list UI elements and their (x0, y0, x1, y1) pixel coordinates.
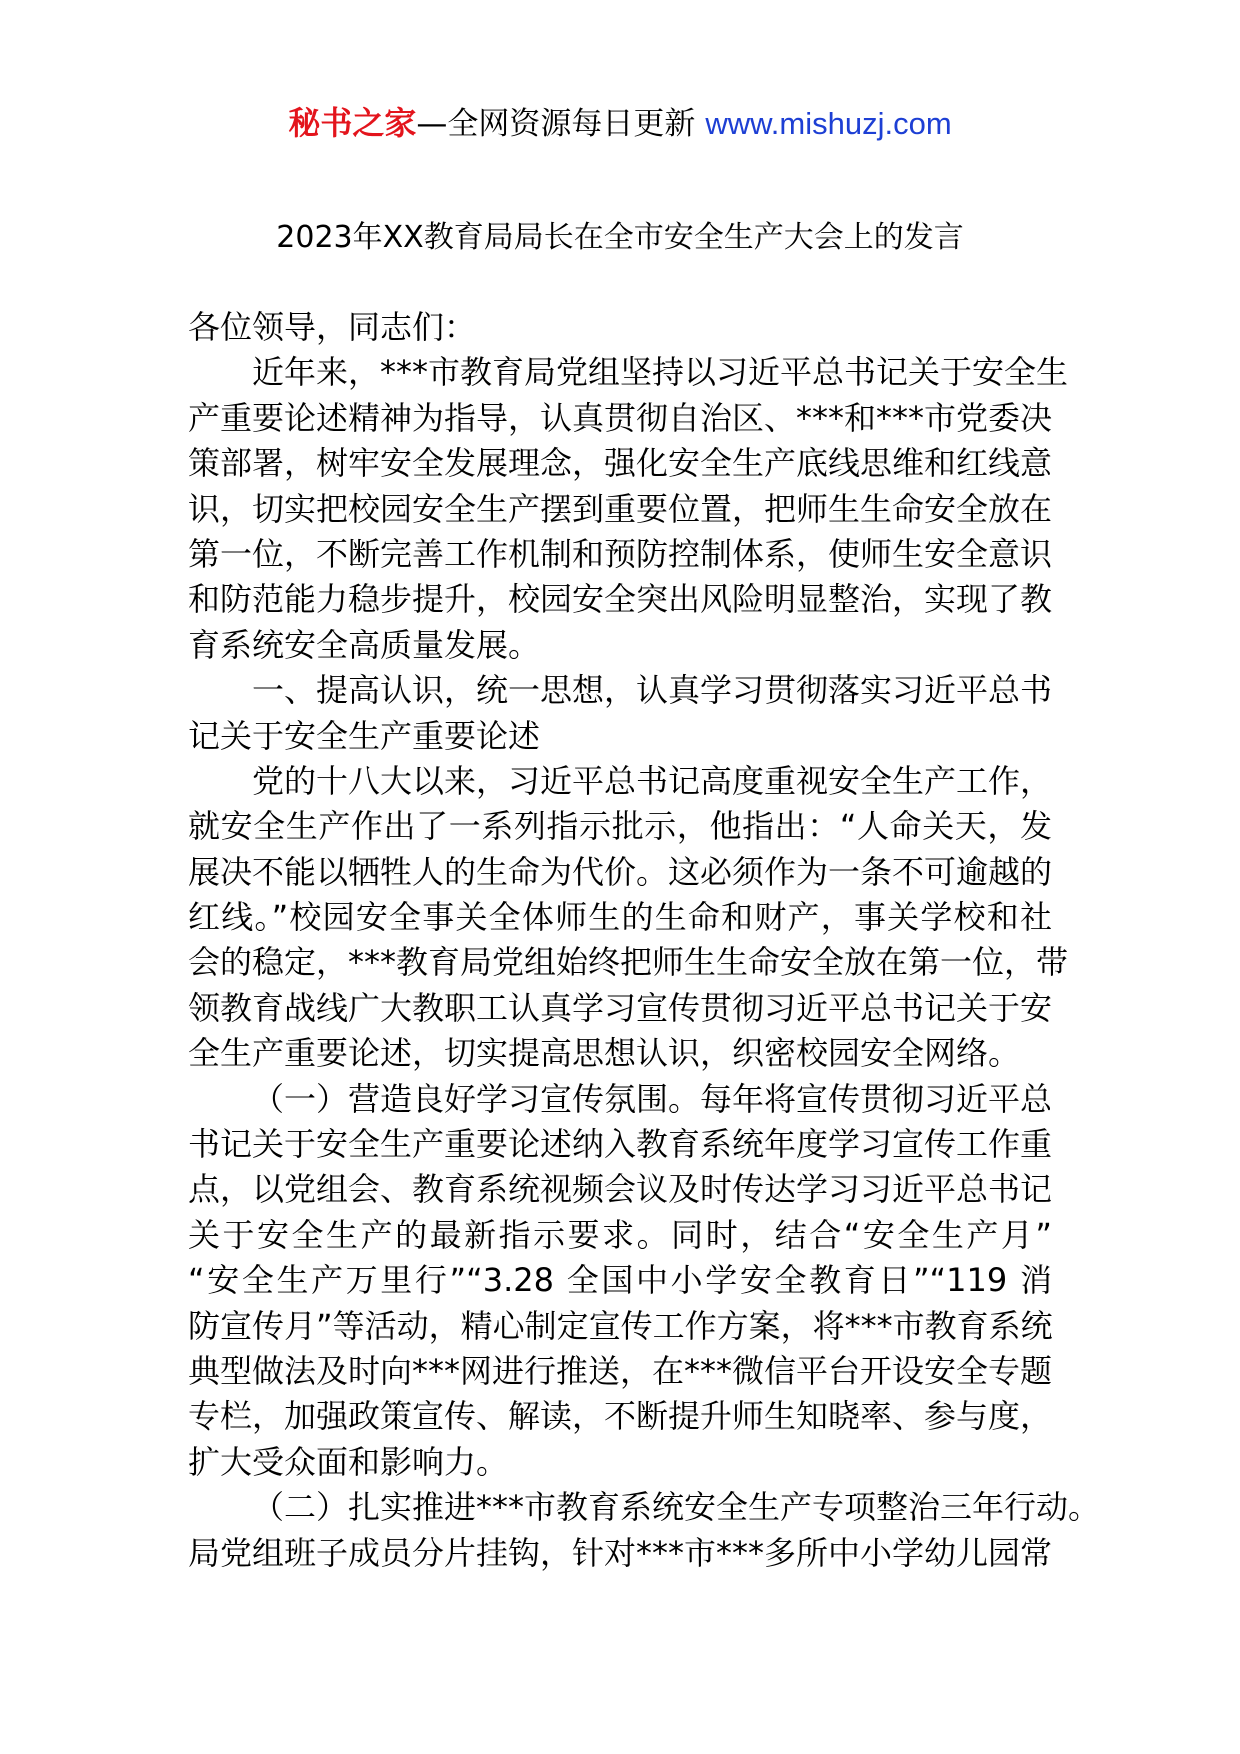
header-tagline: —全网资源每日更新 (416, 106, 696, 142)
subsection-paragraph-1 (188, 1077, 1052, 1486)
salutation (188, 305, 1052, 350)
body-line: 产重要论述精神为指导，认真贯彻自治区、***和***市党委决 (188, 398, 1053, 437)
body-line: 会的稳定，***教育局党组始终把师生生命安全放在第一位，带 (188, 943, 1069, 982)
body-line: 育系统安全高质量发展。 (188, 625, 541, 664)
body-line: 近年来，***市教育局党组坚持以习近平总书记关于安全生 (252, 353, 1069, 392)
body-line: 一、提高认识，统一思想，认真学习贯彻落实习近平总书 (252, 671, 1053, 710)
body-line: 局党组班子成员分片挂钩，针对***市***多所中小学幼儿园常 (188, 1533, 1053, 1572)
body-line: “安全生产万里行”“3.28 全国中小学安全教育日”“119 消 (188, 1261, 1052, 1300)
body-line: 全生产重要论述，切实提高思想认识，织密校园安全网络。 (188, 1034, 1021, 1073)
brand-name: 秘书之家 (288, 104, 417, 142)
body-line: 领教育战线广大教职工认真学习宣传贯彻习近平总书记关于安 (188, 988, 1053, 1027)
site-header (0, 100, 1240, 146)
body-line: 各位领导，同志们： (188, 308, 477, 346)
intro-paragraph (188, 350, 1069, 668)
body-line: 策部署，树牢安全发展理念，强化安全生产底线思维和红线意 (188, 444, 1053, 483)
body-line: 书记关于安全生产重要论述纳入教育系统年度学习宣传工作重 (188, 1125, 1053, 1164)
body-line: 扩大受众面和影响力。 (188, 1442, 509, 1481)
body-line: （二）扎实推进***市教育系统安全生产专项整治三年行动。 (252, 1488, 1101, 1527)
section-paragraph (188, 759, 1069, 1077)
site-url-link[interactable]: www.mishuzj.com (705, 106, 952, 141)
body-line: 就安全生产作出了一系列指示批示，他指出：“人命关天，发 (188, 807, 1052, 846)
body-line: 防宣传月”等活动，精心制定宣传工作方案，将***市教育系统 (188, 1306, 1053, 1345)
body-line: 第一位，不断完善工作机制和预防控制体系，使师生安全意识 (188, 534, 1053, 573)
body-line: 点，以党组会、教育系统视频会议及时传达学习习近平总书记 (188, 1170, 1053, 1209)
body-line: 记关于安全生产重要论述 (188, 716, 541, 755)
body-line: 典型做法及时向***网进行推送，在***微信平台开设安全专题 (188, 1351, 1053, 1390)
body-line: （一）营造良好学习宣传氛围。每年将宣传贯彻习近平总 (252, 1079, 1053, 1118)
subsection-paragraph-2 (188, 1485, 1101, 1576)
document-title: 2023年XX教育局局长在全市安全生产大会上的发言 (276, 220, 964, 255)
body-line: 红线。”校园安全事关全体师生的生命和财产，事关学校和社 (188, 898, 1052, 937)
section-heading (188, 668, 1052, 759)
body-line: 专栏，加强政策宣传、解读，不断提升师生知晓率、参与度， (188, 1397, 1053, 1436)
body-line: 和防范能力稳步提升，校园安全突出风险明显整治，实现了教 (188, 580, 1053, 619)
body-line: 展决不能以牺牲人的生命为代价。这必须作为一条不可逾越的 (188, 852, 1053, 891)
body-line: 党的十八大以来，习近平总书记高度重视安全生产工作， (252, 761, 1053, 800)
body-line: 识，切实把校园安全生产摆到重要位置，把师生生命安全放在 (188, 489, 1053, 528)
document-body (188, 305, 1101, 1576)
body-line: 关于安全生产的最新指示要求。同时，结合“安全生产月” (188, 1215, 1052, 1254)
